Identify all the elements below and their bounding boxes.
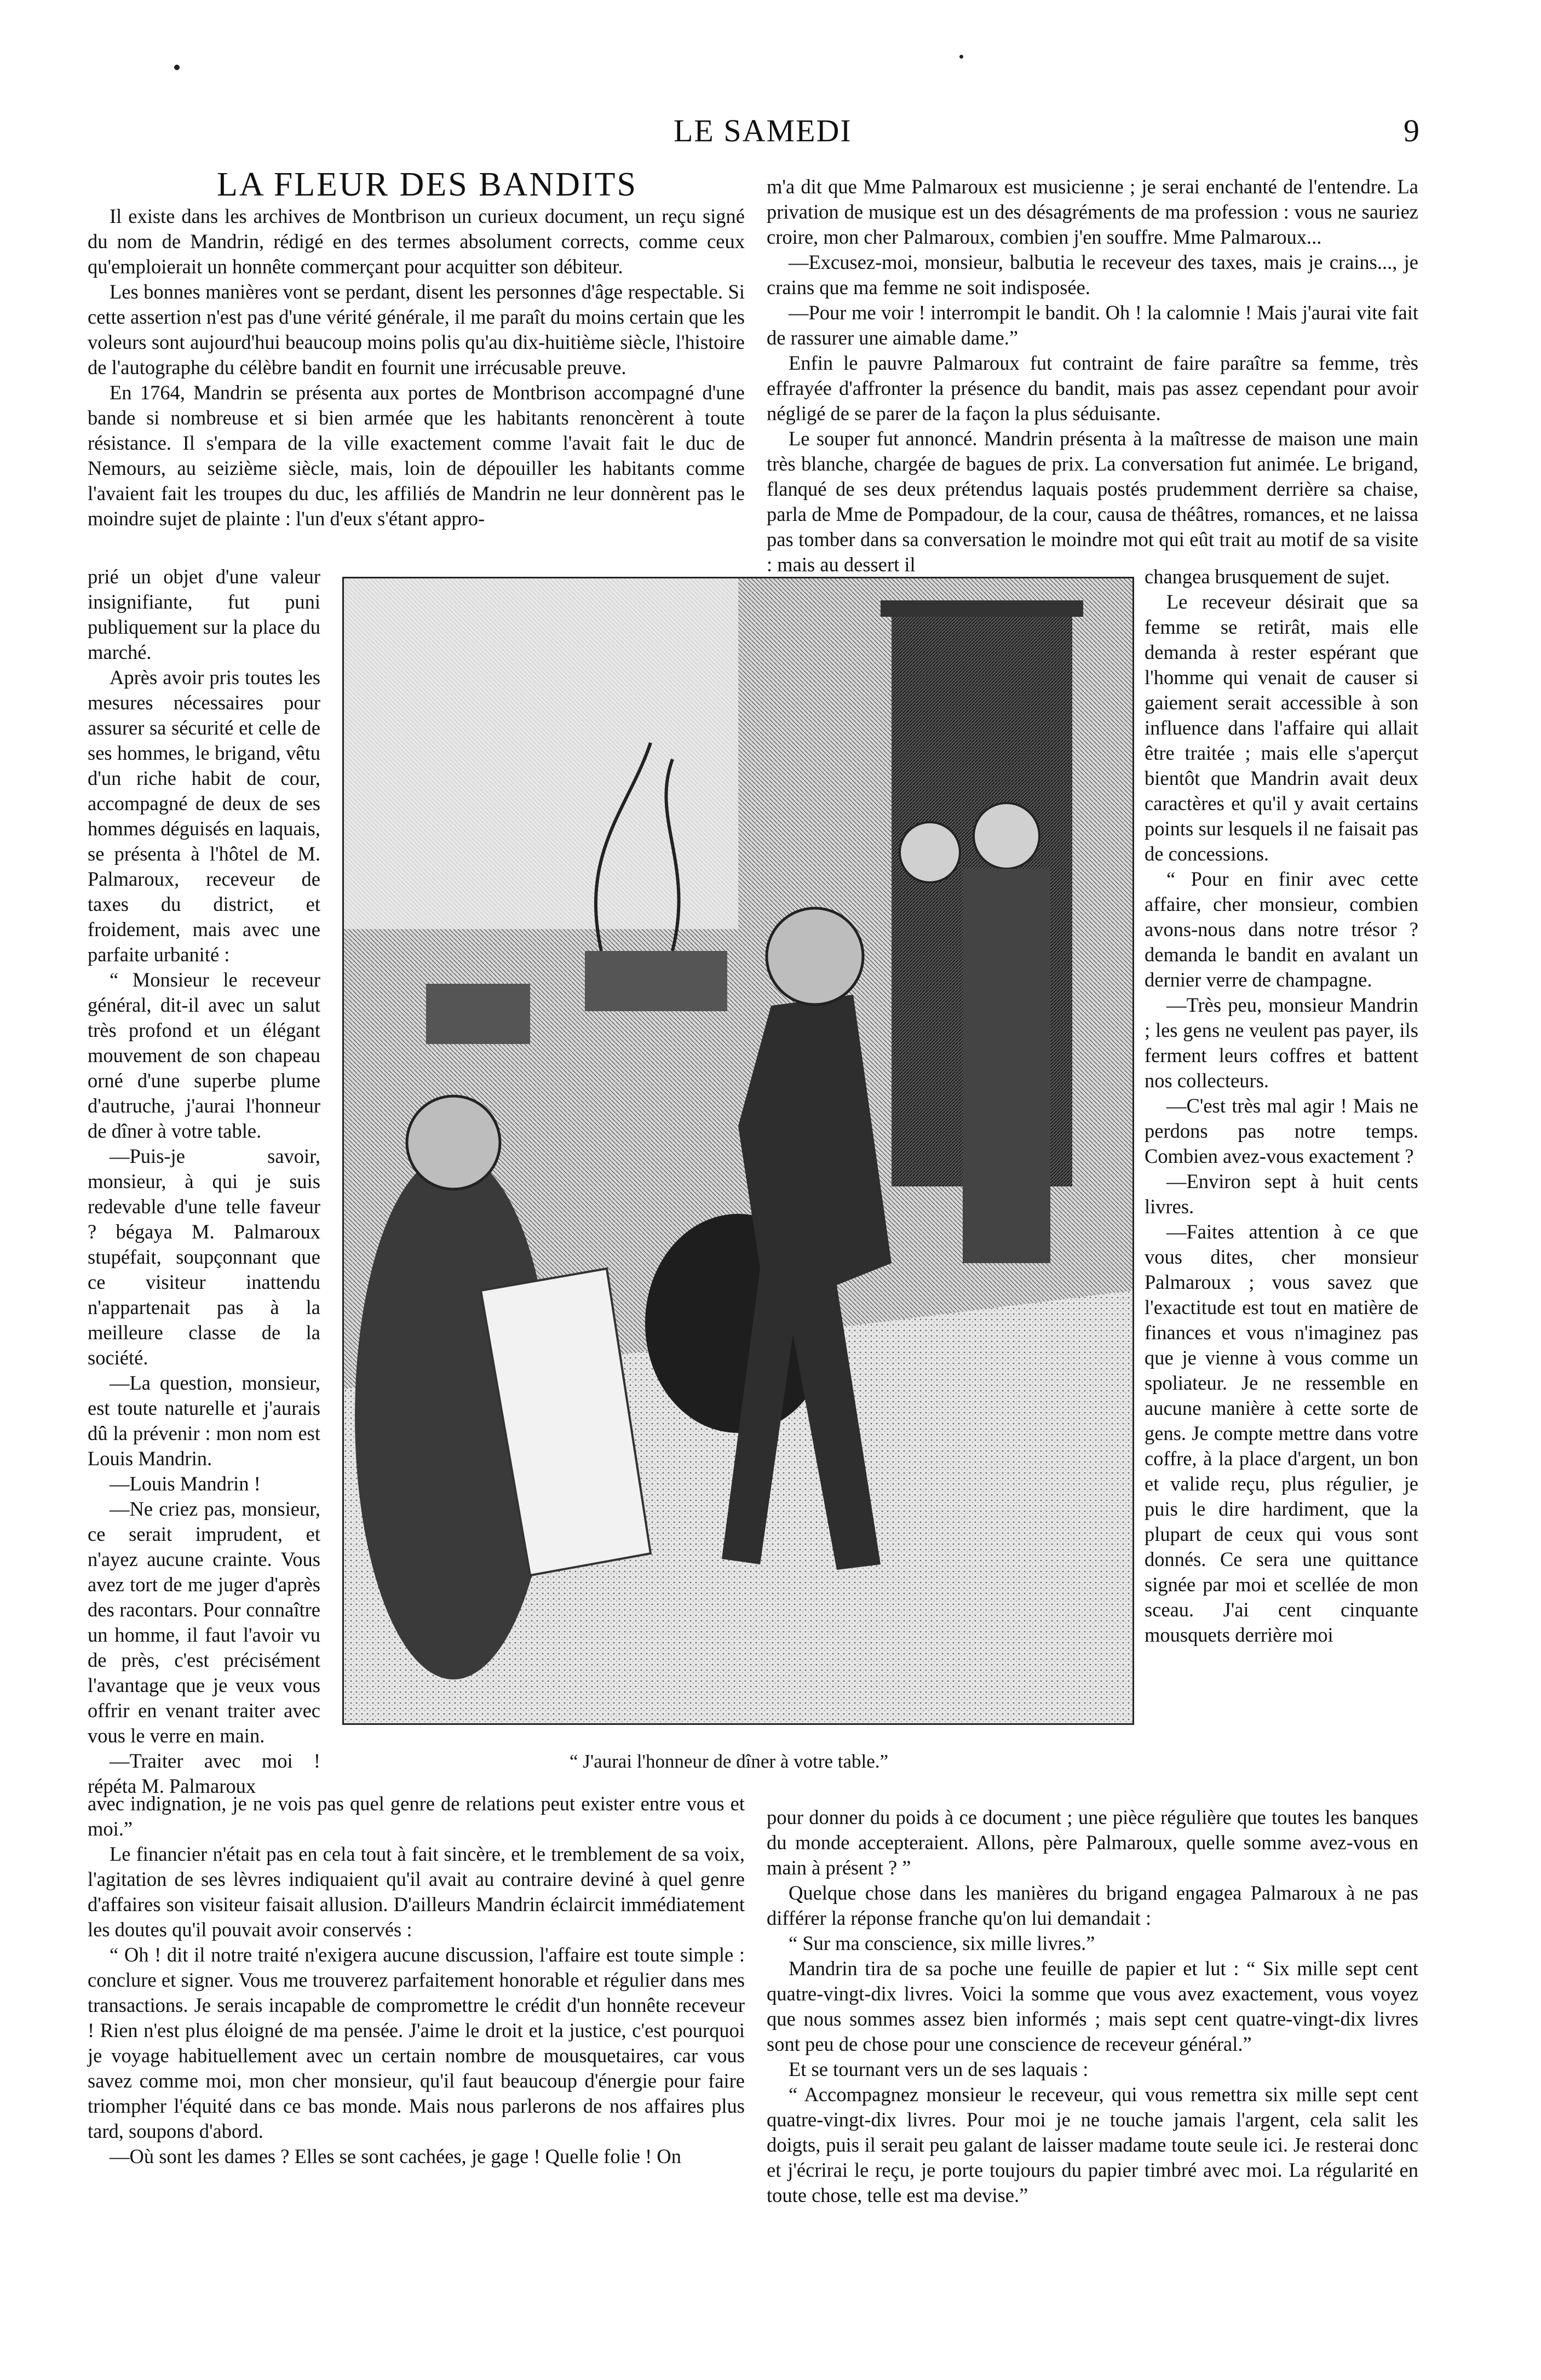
paragraph: —Puis-je savoir, monsieur, à qui je suis redevable d'une telle faveur ? bégaya M. Palmaroux stupéfait, soupçonnant que ce visiteur inattendu n'appartenait pas à la meilleure classe de la société. xyxy=(88,1145,320,1369)
paragraph: —Louis Mandrin ! xyxy=(110,1472,261,1495)
paragraph: —Traiter avec moi ! répéta M. Palmaroux xyxy=(88,1750,320,1797)
paragraph: Le souper fut annoncé. Mandrin présenta à la maîtresse de maison une main très blanche, chargée de bagues de prix. La conversation fut animée. Le brigand, flanqué de ses deux prétendus laquais postés prudemment derrière sa chaise, parla de Mme de Pompadour, de la cour, causa de théâtres, romances, et ne laissa pas tomber dans sa conversation le moindre mot qui eût trait au motif de sa visite : mais au dessert il xyxy=(767,427,1418,576)
left-column-top xyxy=(88,204,745,565)
lackey-head xyxy=(974,803,1039,869)
paragraph: —Où sont les dames ? Elles se sont cachées, je gage ! Quelle folie ! On xyxy=(110,2145,681,2167)
paragraph: —Pour me voir ! interrompit le bandit. Oh ! la calomnie ! Mais j'aurai vite fait de rassurer une aimable dame.” xyxy=(767,301,1418,349)
paragraph: Le financier n'était pas en cela tout à fait sincère, et le tremblement de sa voix, l'agitation de ses lèvres indiquaient qu'il avait au contraire deviné à quel genre d'affaires son visiteur faisait allusion. D'ailleurs Mandrin éclaircit immédiatement les doutes qu'il pouvait avoir conservés : xyxy=(88,1843,745,1941)
engraving-scene xyxy=(344,578,1132,1723)
journal-title: LE SAMEDI xyxy=(674,113,852,148)
paragraph: —C'est très mal agir ! Mais ne perdons pas notre temps. Combien avez-vous exactement ? xyxy=(1145,1094,1418,1167)
paragraph: —Environ sept à huit cents livres. xyxy=(1145,1170,1418,1218)
illustration-caption: “ J'aurai l'honneur de dîner à votre table.” xyxy=(570,1751,889,1772)
window-light xyxy=(344,578,738,929)
right-column-narrow xyxy=(1145,564,1418,1808)
paragraph: avec indignation, je ne vois pas quel genre de relations peut exister entre vous et moi.” xyxy=(88,1792,745,1840)
paragraph: —Très peu, monsieur Mandrin ; les gens ne veulent pas payer, ils ferment leurs coffres et battent nos collecteurs. xyxy=(1145,994,1418,1092)
flower-pot xyxy=(426,984,530,1044)
page-header xyxy=(0,112,1541,151)
left-column-narrow xyxy=(88,564,320,1797)
page-number: 9 xyxy=(1404,113,1419,148)
engraving-illustration xyxy=(342,577,1134,1725)
lackey-figure xyxy=(963,869,1050,1263)
paragraph: pour donner du poids à ce document ; une pièce régulière que toutes les banques du monde accepteraient. Allons, père Palmaroux, quelle somme avez-vous en main à présent ? ” xyxy=(767,1806,1418,1879)
paragraph: Après avoir pris toutes les mesures nécessaires pour assurer sa sécurité et celle de ses hommes, le brigand, vêtu d'un riche habit de cour, accompagné de deux de ses hommes déguisés en laquais, se présenta à l'hôtel de M. Palmaroux, receveur de taxes du district, et froidement, mais avec une parfaite urbanité : xyxy=(88,666,320,966)
left-column-bottom xyxy=(88,1791,745,2229)
paragraph: Le receveur désirait que sa femme se retirât, mais elle demanda à rester espérant que l'homme qui venait de causer si gaiement serait accessible à son influence dans l'affaire qui allait être traitée ; mais elle s'aperçut bientôt que Mandrin avait deux caractères et qu'il y avait certains points sur lesquels il ne faisait pas de concessions. xyxy=(1145,590,1418,865)
paragraph: Mandrin tira de sa poche une feuille de papier et lut : “ Six mille sept cent quatre-vingt-dix livres. Voici la somme que vous avez exactement, vous voyez que nous sommes assez bien informés ; mais sept cent quatre-vingt-dix livres sont peu de chose pour une conscience de receveur général.” xyxy=(767,1957,1418,2055)
lackey-head xyxy=(900,822,960,882)
paragraph: Les bonnes manières vont se perdant, disent les personnes d'âge respectable. Si cette assertion n'est pas d'une vérité générale, il me paraît du moins certain que les voleurs sont aujourd'hui beaucoup moins polis qu'au dix-huitième siècle, l'histoire de l'autographe du célèbre bandit en fournit une irrécusable preuve. xyxy=(88,280,745,378)
paragraph: “ Sur ma conscience, six mille livres.” xyxy=(789,1932,1095,1954)
paragraph: —Faites attention à ce que vous dites, cher monsieur Palmaroux ; vous savez que l'exactitude est tout en matière de finances et vous n'imaginez pas que je vienne à vous comme un spoliateur. Je ne ressemble en aucune manière à cette sorte de gens. Je compte mettre dans votre coffre, à la place d'argent, un bon et valide reçu, plus régulier, je puis le dire hardiment, que la plupart de ceux qui vous sont donnés. Ce sera une quittance signée par moi et scellée de mon sceau. J'ai cent cinquante mousquets derrière moi xyxy=(1145,1220,1418,1646)
paragraph: “ Accompagnez monsieur le receveur, qui vous remettra six mille sept cent quatre-vingt-dix livres. Pour moi je ne touche jamais l'argent, cela salit les doigts, puis il serait peu galant de laisser madame toute seule ici. Je resterai donc et j'écrirai le reçu, je porte toujours du papier timbré avec moi. La régularité en toute chose, telle est ma devise.” xyxy=(767,2083,1418,2206)
paragraph: m'a dit que Mme Palmaroux est musicienne ; je serai enchanté de l'entendre. La privation de musique est un des désagréments de ma profession : vous ne sauriez croire, mon cher Palmaroux, combien j'en souffre. Mme Palmaroux... xyxy=(767,175,1418,248)
article-title: LA FLEUR DES BANDITS xyxy=(217,166,637,203)
paragraph: —Ne criez pas, monsieur, ce serait imprudent, et n'ayez aucune crainte. Vous avez tort de me juger d'après des racontars. Pour connaître un homme, il faut l'avoir vu de près, c'est précisément l'avantage que je veux vous offrir en venant traiter avec vous le verre en main. xyxy=(88,1498,320,1747)
paragraph: —Excusez-moi, monsieur, balbutia le receveur des taxes, mais je crains..., je crains que ma femme ne soit indisposée. xyxy=(767,251,1418,299)
paragraph: Et se tournant vers un de ses laquais : xyxy=(789,2058,1089,2080)
right-column-bottom xyxy=(767,1805,1418,2238)
paragraph: “ Monsieur le receveur général, dit-il avec un salut très profond et un élégant mouvement de son chapeau orné d'une superbe plume d'autruche, j'aurai l'honneur de dîner à votre table. xyxy=(88,968,320,1142)
paragraph: Enfin le pauvre Palmaroux fut contraint de faire paraître sa femme, très effrayée d'affronter la présence du bandit, mais pas assez cependant pour avoir négligé de se parer de la façon la plus séduisante. xyxy=(767,352,1418,425)
receiver-head xyxy=(407,1096,500,1189)
print-dot xyxy=(174,65,180,70)
door-lintel xyxy=(881,600,1083,617)
paragraph: Quelque chose dans les manières du brigand engagea Palmaroux à ne pas différer la réponse franche qu'on lui demandait : xyxy=(767,1882,1418,1929)
paragraph: “ Oh ! dit il notre traité n'exigera aucune discussion, l'affaire est toute simple : conclure et signer. Vous me trouverez parfaitement honorable et régulier dans mes transactions. Je serais incapable de compromettre le crédit d'un honnête receveur ! Rien n'est plus éloigné de ma pensée. J'aime le droit et la justice, c'est pourquoi je voyage habituellement avec un certain nombre de mousquetaires, car vous savez comme moi, mon cher monsieur, qu'il faut beaucoup d'énergie pour faire triompher l'équité dans ce bas monde. Mais nous parlerons de nos affaires plus tard, soupons d'abord. xyxy=(88,1943,745,2142)
right-column-top xyxy=(767,174,1418,585)
paragraph: Il existe dans les archives de Montbrison un curieux document, un reçu signé du nom de Mandrin, rédigé en des termes absolument corrects, comme ceux qu'emploierait un honnête commerçant pour acquitter son débiteur. xyxy=(88,205,745,278)
mandrin-head xyxy=(767,908,863,1005)
paragraph: —La question, monsieur, est toute naturelle et j'aurais dû la prévenir : mon nom est Louis Mandrin. xyxy=(88,1372,320,1470)
paragraph: prié un objet d'une valeur insignifiante, fut puni publiquement sur la place du marché. xyxy=(88,565,320,663)
paragraph: “ Pour en finir avec cette affaire, cher monsieur, combien avons-nous dans notre trésor ? demanda le bandit en avalant un dernier verre de champagne. xyxy=(1145,868,1418,991)
flower-pot xyxy=(585,951,727,1011)
paragraph: changea brusquement de sujet. xyxy=(1145,565,1390,588)
paragraph: En 1764, Mandrin se présenta aux portes de Montbrison accompagné d'une bande si nombreuse et si bien armée que les habitants renoncèrent à toute résistance. Il s'empara de la ville exactement comme l'avait fait le duc de Nemours, au seizième siècle, mais, loin de dépouiller les habitants comme l'avaient fait les troupes du duc, les affiliés de Mandrin ne leur donnèrent pas le moindre sujet de plainte : l'un d'eux s'étant appro- xyxy=(88,381,745,530)
print-dot xyxy=(959,55,963,59)
